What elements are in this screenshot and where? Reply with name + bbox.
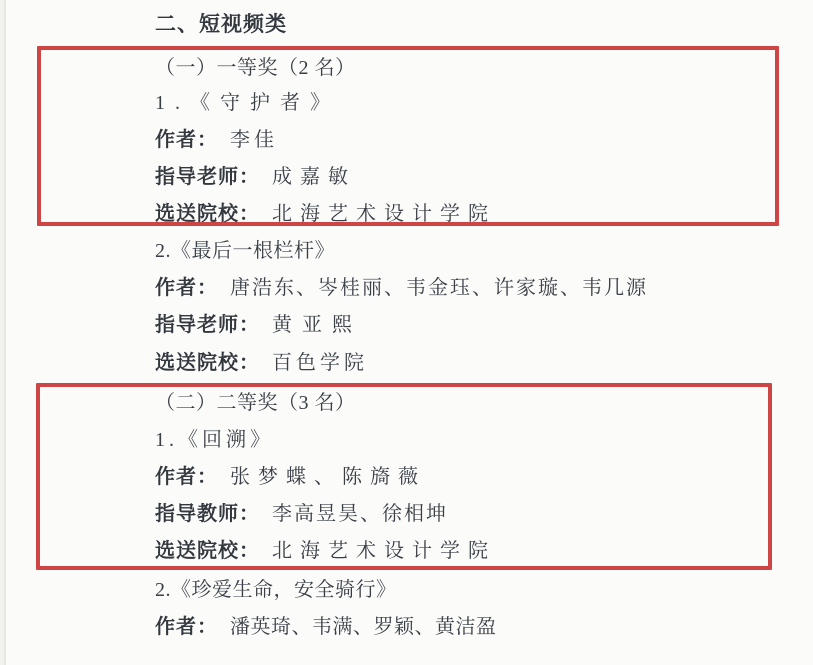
field-label: 作者： xyxy=(155,466,218,488)
entry-author xyxy=(155,614,497,640)
entry-title xyxy=(155,90,340,116)
entry-title-text: 2.《最后一根栏杆》 xyxy=(155,240,335,262)
entry-school xyxy=(155,538,496,564)
entry-school xyxy=(155,201,496,227)
field-value: 黄亚熙 xyxy=(272,314,362,336)
field-label: 选送院校： xyxy=(155,352,260,374)
entry-advisor xyxy=(155,164,356,190)
section-heading xyxy=(155,11,299,38)
entry-author xyxy=(155,464,426,490)
tier-header-second-prize xyxy=(155,390,356,416)
field-label: 指导老师： xyxy=(155,166,260,188)
field-label: 指导老师： xyxy=(155,314,260,336)
field-value: 李高昱昊、徐相坤 xyxy=(272,503,448,525)
entry-advisor xyxy=(155,312,362,338)
field-value: 成嘉敏 xyxy=(272,166,356,188)
entry-title xyxy=(155,577,397,603)
field-value: 李佳 xyxy=(230,129,278,151)
entry-title-text: 2.《珍爱生命，安全骑行》 xyxy=(155,579,397,601)
entry-author xyxy=(155,275,648,301)
field-value: 潘英琦、韦满、罗颖、黄洁盈 xyxy=(230,616,497,638)
entry-author xyxy=(155,127,278,153)
tier-header-text: （一）一等奖（2 名） xyxy=(155,57,356,79)
field-value: 唐浩东、岑桂丽、韦金珏、许家璇、韦几源 xyxy=(230,277,648,299)
tier-header-text: （二）二等奖（3 名） xyxy=(155,392,356,414)
entry-advisor xyxy=(155,501,448,527)
annotation-box-first-prize-entry xyxy=(37,46,779,226)
entry-title xyxy=(155,427,274,453)
tier-header-first-prize xyxy=(155,55,356,81)
entry-school xyxy=(155,350,368,376)
field-label: 指导教师： xyxy=(155,503,260,525)
entry-title-text: 1.《回溯》 xyxy=(155,429,274,451)
field-label: 作者： xyxy=(155,129,218,151)
field-label: 选送院校： xyxy=(155,540,260,562)
section-heading-text: 二、短视频类 xyxy=(155,12,287,36)
field-value: 北海艺术设计学院 xyxy=(272,540,496,562)
field-value: 北海艺术设计学院 xyxy=(272,203,496,225)
field-value: 百色学院 xyxy=(272,352,368,374)
entry-title-text: 1.《守护者》 xyxy=(155,92,340,114)
field-label: 作者： xyxy=(155,616,218,638)
entry-title xyxy=(155,238,335,264)
field-label: 选送院校： xyxy=(155,203,260,225)
field-label: 作者： xyxy=(155,277,218,299)
page-edge-line xyxy=(4,0,6,665)
field-value: 张梦蝶、陈旖薇 xyxy=(230,466,426,488)
